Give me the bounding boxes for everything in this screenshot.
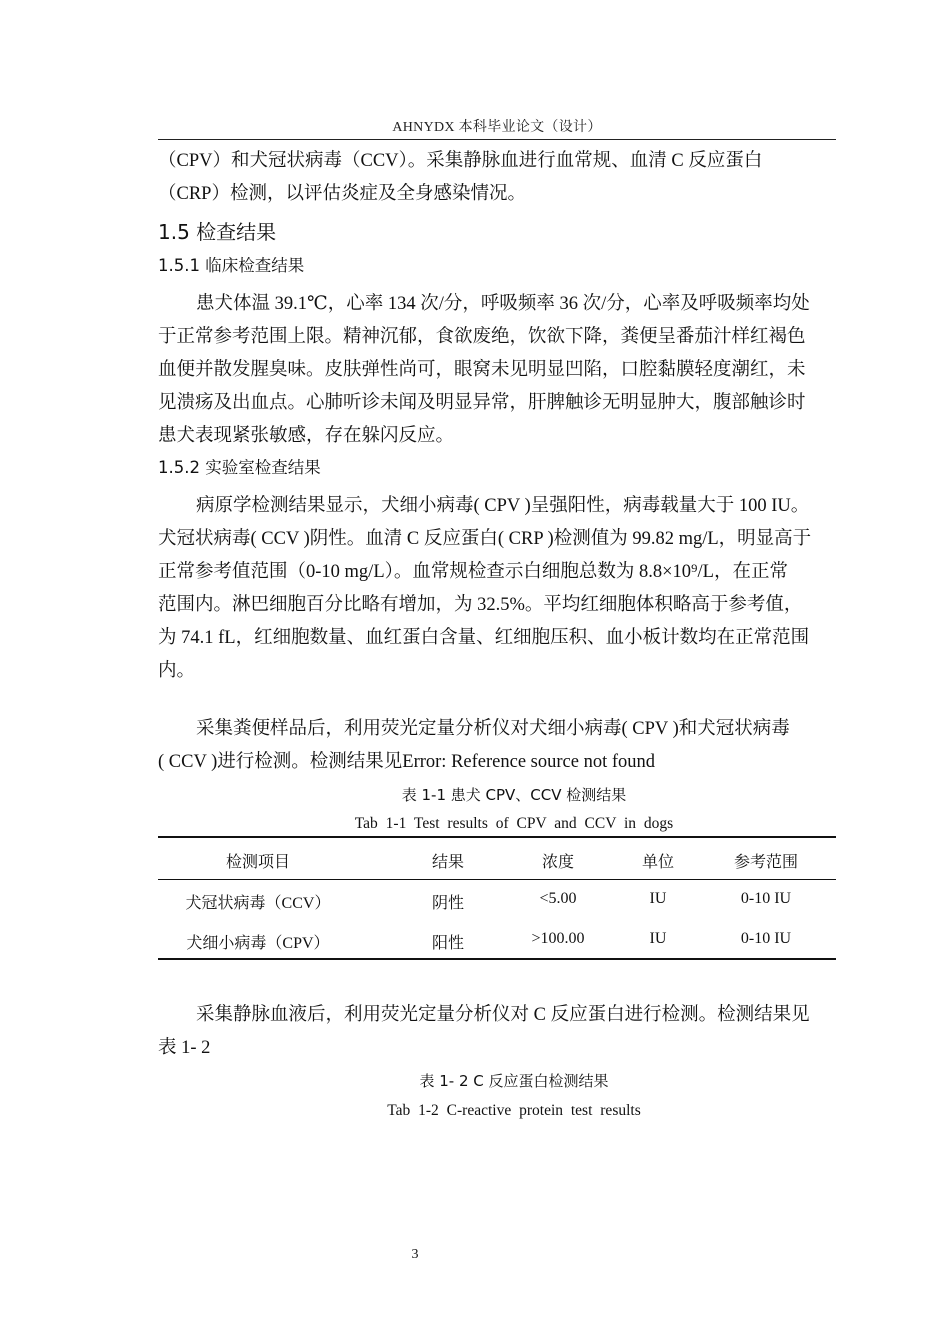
lab-para2-line-1: 采集粪便样品后，利用荧光定量分析仪对犬细小病毒( CPV )和犬冠状病毒: [196, 719, 790, 739]
lab-line-3: 正常参考值范围（0-10 mg/L）。血常规检查示白细胞总数为 8.8×10⁹/L，在正常: [158, 562, 788, 582]
table-cell: >100.00: [531, 930, 585, 947]
table-cell: 阴性: [431, 895, 464, 912]
table-cell: 犬细小病毒（CPV）: [186, 935, 330, 952]
table-cell: IU: [649, 890, 667, 907]
clinical-line-2: 于正常参考范围上限。精神沉郁，食欲废绝，饮欲下降，粪便呈番茄汁样红褐色: [158, 327, 806, 347]
table-cell: <5.00: [539, 890, 577, 907]
lab-para2-line-2: ( CCV )进行检测。检测结果见Error: Reference source not found: [158, 752, 655, 772]
intro-line-1: （CPV）和犬冠状病毒（CCV）。采集静脉血进行血常规、血清 C 反应蛋白: [158, 151, 763, 171]
table-cell: 犬冠状病毒（CCV）: [185, 895, 331, 912]
lab-line-1: 病原学检测结果显示，犬细小病毒( CPV )呈强阳性，病毒载量大于 100 IU。: [196, 496, 810, 516]
subsection-heading-clinical: 1.5.1 临床检查结果: [158, 256, 305, 275]
table1-header-cell: 结果: [431, 854, 464, 871]
page-header: AHNYDX 本科毕业论文（设计）: [392, 120, 602, 135]
page-number: 3: [411, 1247, 419, 1262]
clinical-line-3: 血便并散发腥臭味。皮肤弹性尚可，眼窝未见明显凹陷，口腔黏膜轻度潮红，未: [158, 360, 806, 380]
clinical-line-5: 患犬表现紧张敏感，存在躲闪反应。: [158, 426, 455, 446]
table1-caption-en: Tab 1-1 Test results of CPV and CCV in dogs: [354, 815, 674, 832]
table2-caption-cn: 表 1- 2 C 反应蛋白检测结果: [419, 1072, 609, 1090]
table1-mid-rule: [158, 879, 836, 880]
crp-line-2: 表 1- 2: [158, 1038, 211, 1058]
crp-line-1: 采集静脉血液后，利用荧光定量分析仪对 C 反应蛋白进行检测。检测结果见: [196, 1005, 810, 1025]
section-heading: 1.5 检查结果: [158, 220, 277, 244]
table-cell: IU: [649, 930, 667, 947]
lab-line-5: 为 74.1 fL，红细胞数量、血红蛋白含量、红细胞压积、血小板计数均在正常范围: [158, 628, 810, 648]
header-rule: [158, 139, 836, 140]
table-cell: 0-10 IU: [740, 930, 792, 947]
table2-caption-en: Tab 1-2 C-reactive protein test results: [387, 1102, 641, 1119]
table-row: [158, 890, 836, 914]
table-cell: 阳性: [431, 935, 464, 952]
lab-line-4: 范围内。淋巴细胞百分比略有增加，为 32.5%。平均红细胞体积略高于参考值，: [158, 595, 803, 615]
intro-line-2: （CRP）检测，以评估炎症及全身感染情况。: [158, 184, 526, 204]
table1-bottom-rule: [158, 958, 836, 960]
table1-header-cell: 单位: [641, 854, 674, 871]
table1-header-cell: 浓度: [541, 854, 574, 871]
subsection-heading-lab: 1.5.2 实验室检查结果: [158, 458, 321, 477]
table1-caption-cn: 表 1-1 患犬 CPV、CCV 检测结果: [401, 786, 627, 804]
table1-header-row: [158, 849, 836, 873]
clinical-line-1: 患犬体温 39.1℃，心率 134 次/分，呼吸频率 36 次/分，心率及呼吸频率均处: [196, 294, 810, 314]
table1-header-cell: 检测项目: [225, 854, 290, 871]
table1-top-rule: [158, 836, 836, 838]
table-cell: 0-10 IU: [740, 890, 792, 907]
table-row: [158, 930, 836, 954]
table1-header-cell: 参考范围: [733, 854, 798, 871]
clinical-line-4: 见溃疡及出血点。心肺听诊未闻及明显异常，肝脾触诊无明显肿大，腹部触诊时: [158, 393, 806, 413]
lab-line-2: 犬冠状病毒( CCV )阴性。血清 C 反应蛋白( CRP )检测值为 99.82 mg/L，明显高于: [158, 529, 812, 549]
lab-line-6: 内。: [158, 661, 196, 681]
